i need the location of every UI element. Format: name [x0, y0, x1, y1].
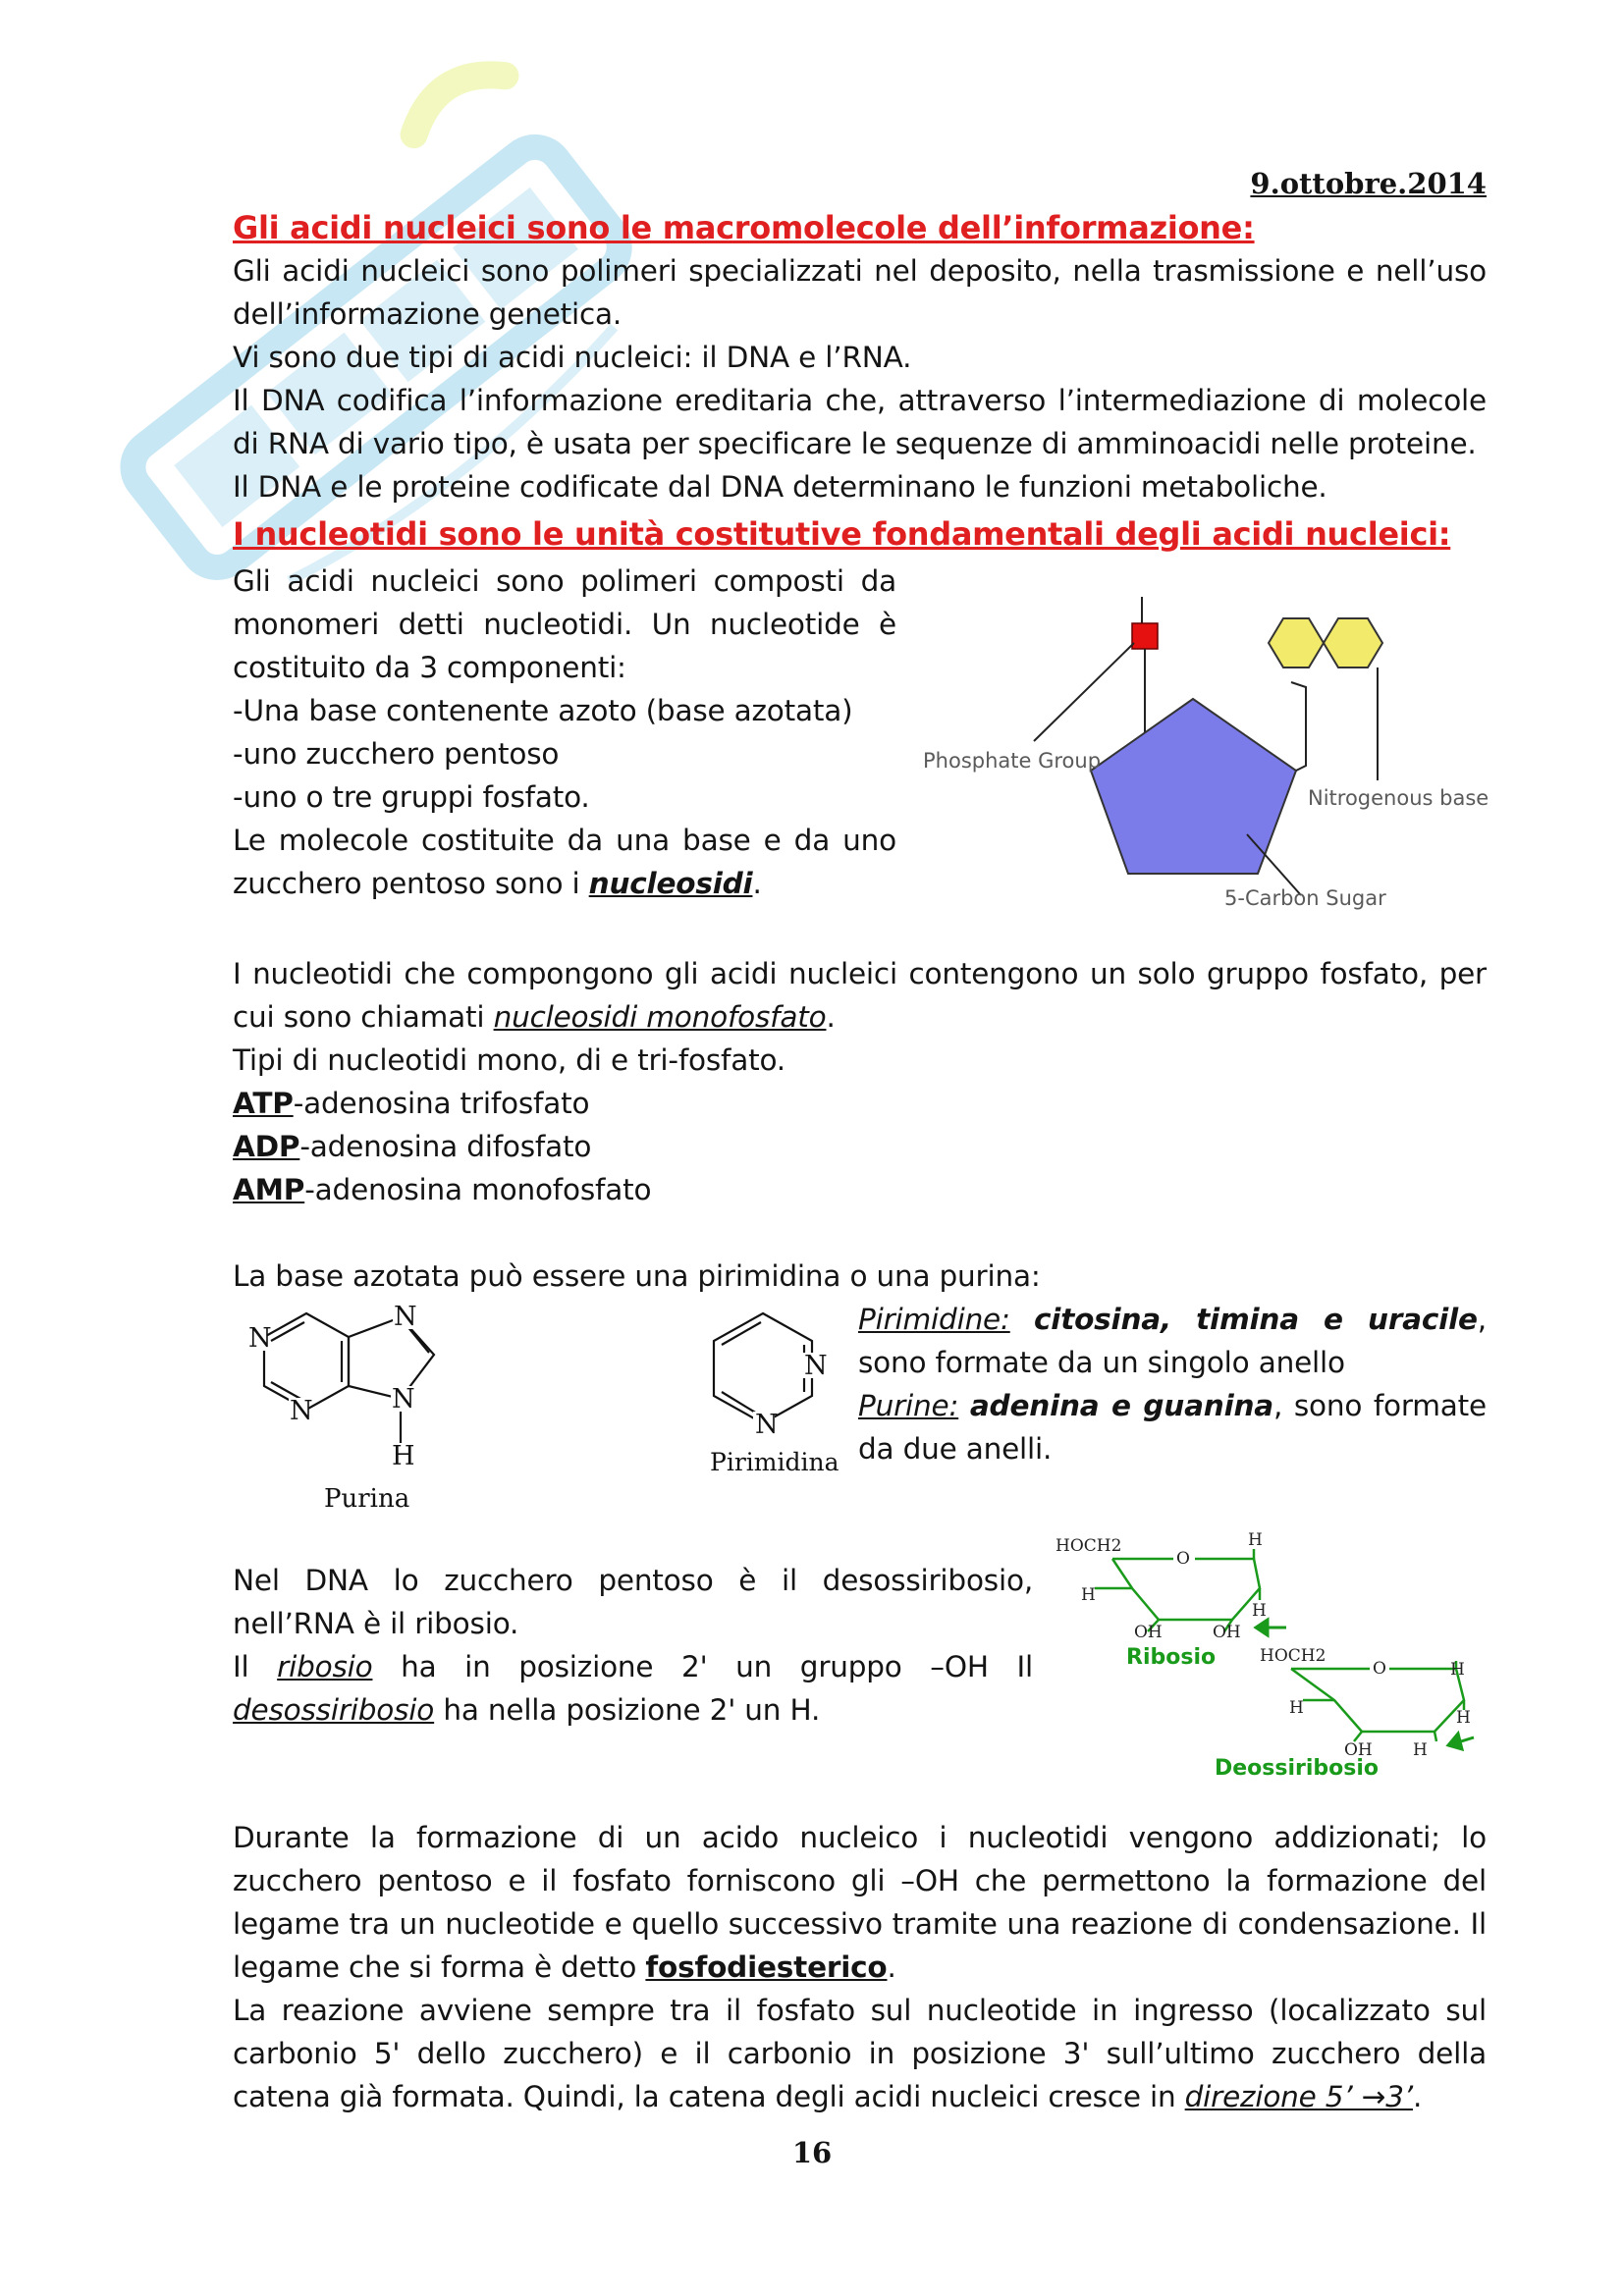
- term-pirimidine: Pirimidine:: [858, 1303, 1010, 1336]
- bases-description: [858, 1298, 1487, 1470]
- page-number: 16: [791, 2136, 833, 2169]
- sugar-base-link: [1291, 682, 1306, 771]
- sugar-structures: [1046, 1531, 1488, 1787]
- term-purine: Purine:: [858, 1389, 959, 1422]
- ribosio-label: Ribosio: [1126, 1645, 1217, 1670]
- section6-body: [233, 1816, 1487, 2118]
- svg-text:N: N: [392, 1384, 415, 1415]
- nucleotide-diagram: [908, 589, 1497, 923]
- svg-text:N: N: [394, 1302, 417, 1332]
- list-item: AMP-adenosina monofosfato: [233, 1173, 652, 1206]
- svg-text:OH: OH: [1213, 1623, 1241, 1642]
- paragraph: Le molecole costituite da una base e da uno zucchero pentoso sono i nucleosidi.: [233, 824, 896, 900]
- list-item: -uno o tre gruppi fosfato.: [233, 780, 590, 814]
- phosphate-label-leader: [1034, 643, 1134, 741]
- list-item: ADP-adenosina difosfato: [233, 1130, 592, 1163]
- svg-text:HOCH2: HOCH2: [1056, 1536, 1122, 1556]
- paragraph: Pirimidine: citosina, timina e uracile, sono formate da un singolo anello: [858, 1303, 1487, 1379]
- section1-body: [233, 249, 1487, 508]
- paragraph: Nel DNA lo zucchero pentoso è il desossiribosio, nell’RNA è il ribosio.: [233, 1564, 1033, 1640]
- bases-intro: La base azotata può essere una pirimidina o una purina:: [233, 1259, 1041, 1293]
- svg-text:O: O: [1373, 1659, 1386, 1679]
- svg-text:H: H: [1252, 1601, 1267, 1621]
- phosphate-group-shape: [1132, 623, 1158, 649]
- list-item: -Una base contenente azoto (base azotata): [233, 694, 853, 727]
- nitrogenous-base-ring-1: [1269, 618, 1324, 667]
- svg-text:H: H: [1081, 1585, 1096, 1605]
- svg-text:N: N: [290, 1396, 313, 1426]
- paragraph: Gli acidi nucleici sono polimeri composti da monomeri detti nucleotidi. Un nucleotide è costituito da 3 componenti:: [233, 564, 896, 684]
- svg-text:OH: OH: [1344, 1740, 1373, 1760]
- svg-text:HOCH2: HOCH2: [1260, 1646, 1326, 1666]
- paragraph: Tipi di nucleotidi mono, di e tri-fosfato.: [233, 1043, 785, 1077]
- term-ribosio: ribosio: [277, 1650, 373, 1683]
- deossiribosio-arrow-icon: [1448, 1734, 1474, 1749]
- term-direzione: direzione 5’ →3’: [1184, 2080, 1413, 2113]
- svg-text:H: H: [1289, 1698, 1304, 1718]
- term-fosfodiesterico: fosfodiesterico: [645, 1950, 888, 1984]
- paragraph: Vi sono due tipi di acidi nucleici: il DNA e l’RNA.: [233, 341, 912, 374]
- svg-text:H: H: [1450, 1660, 1465, 1680]
- svg-text:N: N: [248, 1323, 272, 1354]
- section3-body: [233, 952, 1487, 1211]
- term-desossiribosio: desossiribosio: [233, 1693, 435, 1727]
- nitrogenous-base-label: Nitrogenous base: [1308, 786, 1489, 810]
- phosphate-group-label: Phosphate Group: [923, 749, 1102, 773]
- deossiribosio-label: Deossiribosio: [1215, 1756, 1380, 1781]
- paragraph: Il ribosio ha in posizione 2' un gruppo –OH Il desossiribosio ha nella posizione 2' un H.: [233, 1650, 1033, 1727]
- paragraph: Gli acidi nucleici sono polimeri specializzati nel deposito, nella trasmissione e nell’uso dell’informazione genetica.: [233, 254, 1487, 331]
- pirimidina-label: Pirimidina: [710, 1448, 839, 1476]
- abbr-amp: AMP: [233, 1173, 305, 1206]
- abbr-adp: ADP: [233, 1130, 300, 1163]
- paragraph: I nucleotidi che compongono gli acidi nucleici contengono un solo gruppo fosfato, per cui sono chiamati nucleosidi monofosfato.: [233, 957, 1487, 1034]
- document-date: 9.ottobre.2014: [1250, 167, 1487, 200]
- svg-text:H: H: [1456, 1708, 1471, 1728]
- paragraph: La reazione avviene sempre tra il fosfato sul nucleotide in ingresso (localizzato sul carbonio 5' dello zucchero) e il carbonio in posizione 3' sull’ultimo zucchero della catena già formata. Quindi, la catena degli acidi nucleici cresce in direzione 5’ →3’.: [233, 1994, 1487, 2113]
- paragraph: Purine: adenina e guanina, sono formate da due anelli.: [858, 1389, 1487, 1466]
- pirimidina-structure: [702, 1306, 849, 1487]
- pirimidine-bases: citosina, timina e uracile: [1034, 1303, 1478, 1336]
- purina-label: Purina: [324, 1484, 410, 1514]
- svg-text:OH: OH: [1134, 1623, 1163, 1642]
- term-nucleosidi: nucleosidi: [588, 867, 753, 900]
- purina-structure: [226, 1296, 481, 1517]
- svg-text:O: O: [1176, 1549, 1190, 1569]
- carbon-sugar-label: 5-Carbon Sugar: [1224, 886, 1386, 910]
- section-heading-nucleotidi: I nucleotidi sono le unità costitutive fondamentali degli acidi nucleici:: [233, 515, 1451, 553]
- list-item: -uno zucchero pentoso: [233, 737, 560, 771]
- section2-body: [233, 560, 896, 905]
- list-item: ATP-adenosina trifosfato: [233, 1087, 590, 1120]
- svg-text:H: H: [1413, 1740, 1428, 1760]
- pyrimidine-ring: [714, 1313, 812, 1423]
- term-nucleosidi-monofosfato: nucleosidi monofosfato: [493, 1000, 827, 1034]
- svg-text:H: H: [392, 1441, 415, 1471]
- svg-text:H: H: [1248, 1531, 1263, 1550]
- nitrogenous-base-ring-2: [1324, 618, 1382, 667]
- svg-text:N: N: [755, 1410, 779, 1440]
- section5-body: [233, 1559, 1033, 1732]
- svg-text:N: N: [804, 1351, 828, 1381]
- paragraph: Il DNA e le proteine codificate dal DNA determinano le funzioni metaboliche.: [233, 470, 1327, 504]
- paragraph: Durante la formazione di un acido nucleico i nucleotidi vengono addizionati; lo zucchero pentoso e il fosfato forniscono gli –OH che permettono la formazione del legame tra un nucleotide e quello successivo tramite una reazione di condensazione. Il legame che si forma è detto fosfodiesterico.: [233, 1821, 1487, 1984]
- section-heading-acidi-nucleici: Gli acidi nucleici sono le macromolecole dell’informazione:: [233, 209, 1255, 246]
- ribosio-arrow-icon: [1256, 1620, 1286, 1635]
- purine-bases: adenina e guanina: [969, 1389, 1274, 1422]
- pentose-sugar-shape: [1091, 699, 1296, 874]
- abbr-atp: ATP: [233, 1087, 294, 1120]
- paragraph: Il DNA codifica l’informazione ereditaria che, attraverso l’intermediazione di molecole di RNA di vario tipo, è usata per specificare le sequenze di amminoacidi nelle proteine.: [233, 384, 1487, 460]
